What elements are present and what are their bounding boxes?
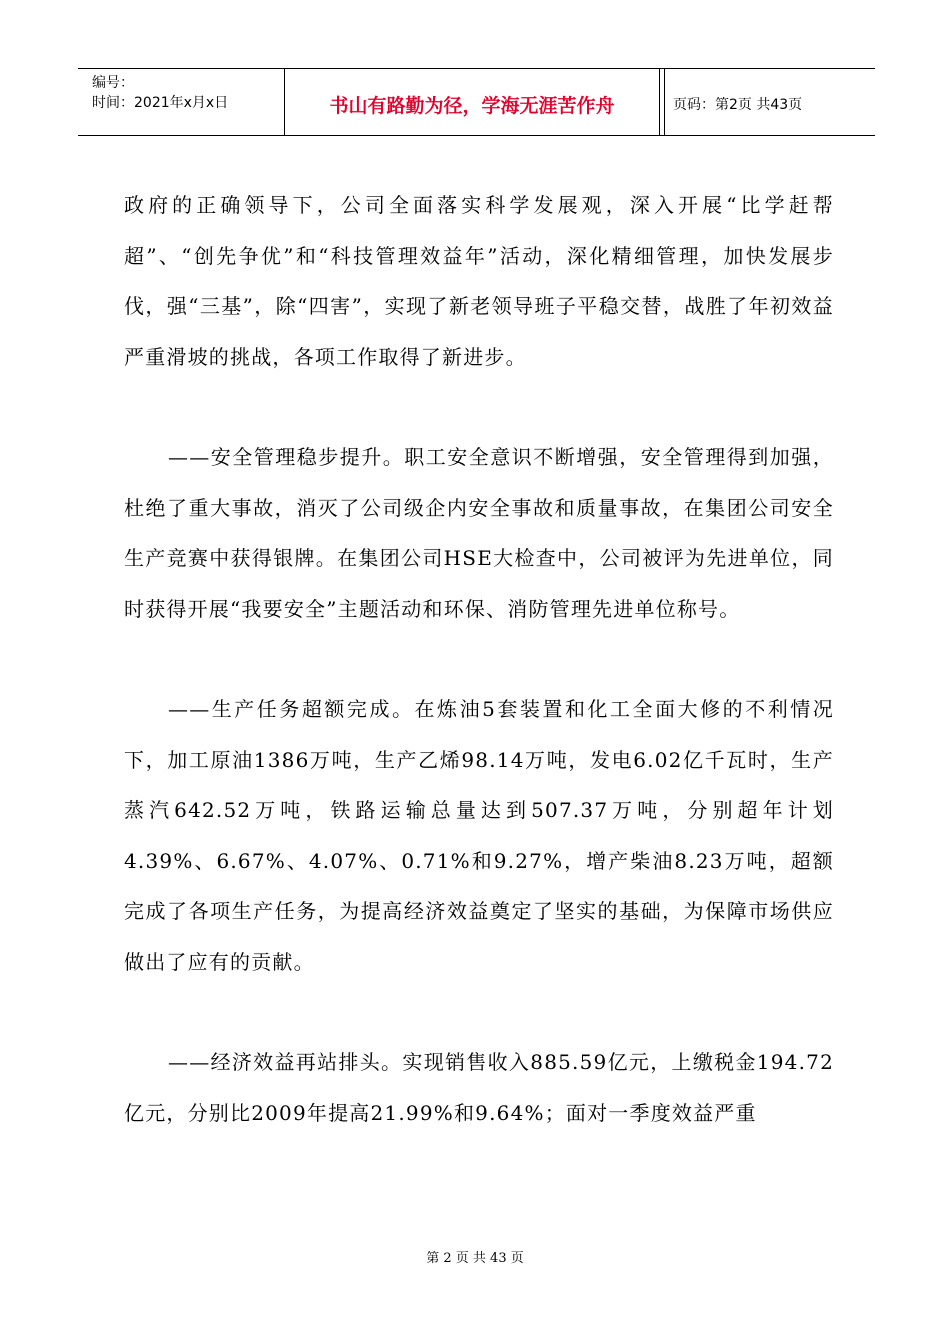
header-meta [78, 69, 285, 135]
paragraph-intro: 政府的正确领导下，公司全面落实科学发展观，深入开展“比学赶帮超”、“创先争优”和“科技管理效益年”活动，深化精细管理，加快发展步伐，强“三基”，除“四害”，实现了新老领导班子平稳交替，战胜了年初效益严重滑坡的挑战，各项工作取得了新进步。 [124, 193, 834, 369]
paragraph-production: ——生产任务超额完成。在炼油5套装置和化工全面大修的不利情况下，加工原油1386万吨，生产乙烯98.14万吨，发电6.02亿千瓦时，生产蒸汽642.52万吨，铁路运输总量达到507.37万吨，分别超年计划4.39%、6.67%、4.07%、0.71%和9.27%，增产柴油8.23万吨，超额完成了各项生产任务，为提高经济效益奠定了坚实的基础，为保障市场供应做出了应有的贡献。 [124, 697, 834, 974]
page-footer: 第 2 页 共 43 页 [426, 1251, 524, 1266]
document-number-label: 编号： [92, 75, 134, 91]
document-body [124, 180, 834, 1138]
paragraph-economic: ——经济效益再站排头。实现销售收入885.59亿元，上缴税金194.72亿元，分别比2009年提高21.99%和9.64%；面对一季度效益严重 [124, 1050, 834, 1125]
header-page-number: 页码：第2页 共43页 [664, 69, 875, 135]
document-time-label: 时间：2021年x月x日 [92, 95, 229, 111]
paragraph-safety: ——安全管理稳步提升。职工安全意识不断增强，安全管理得到加强，杜绝了重大事故，消灭了公司级企内安全事故和质量事故，在集团公司安全生产竞赛中获得银牌。在集团公司HSE大检查中，公司被评为先进单位，同时获得开展“我要安全”主题活动和环保、消防管理先进单位称号。 [124, 445, 834, 621]
page-header [78, 68, 875, 136]
header-motto: 书山有路勤为径，学海无涯苦作舟 [285, 69, 660, 135]
